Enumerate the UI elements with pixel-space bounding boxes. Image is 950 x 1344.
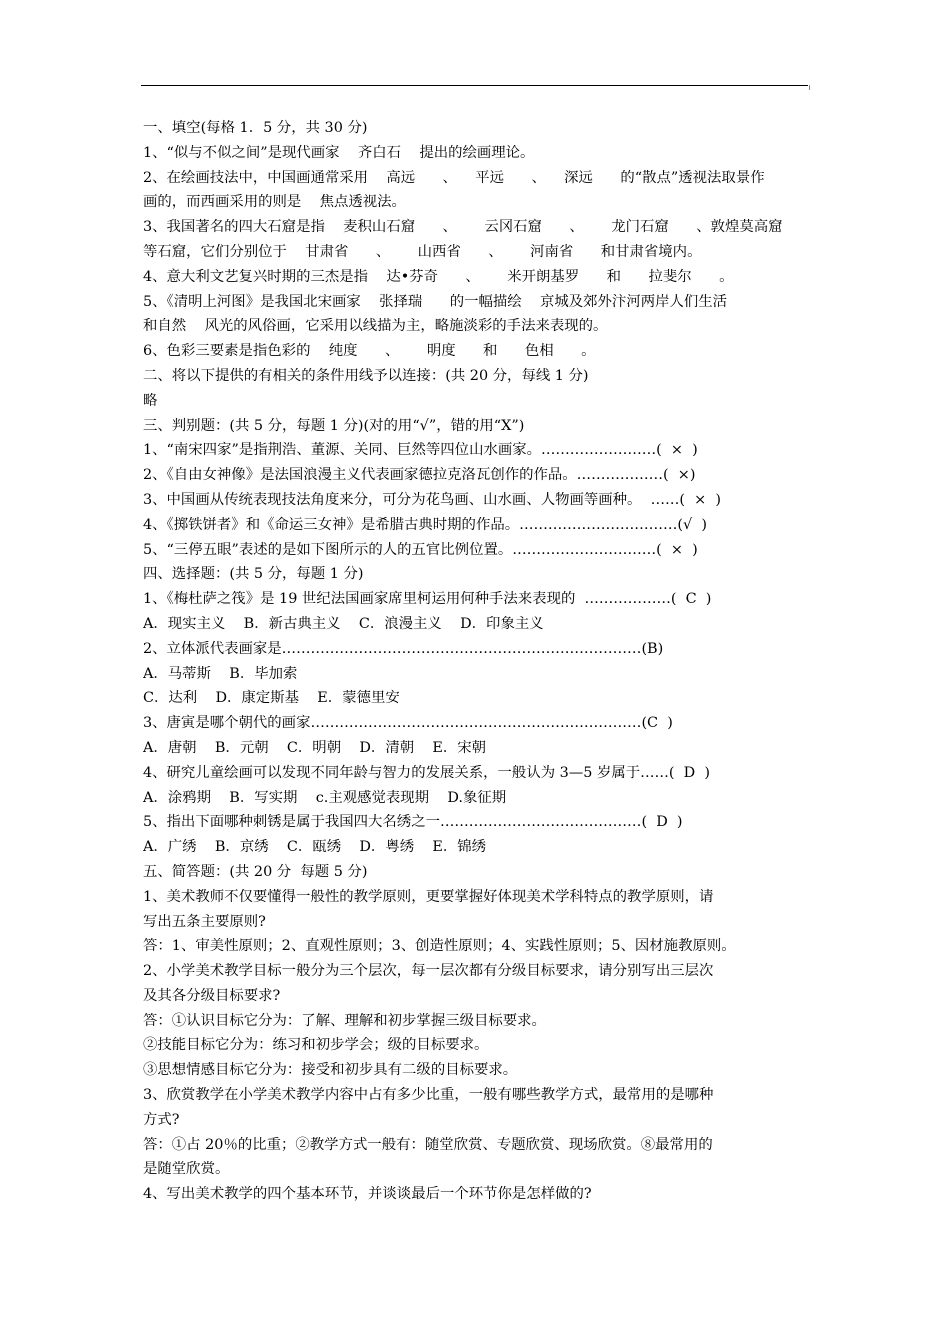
text-line: 5、“三停五眼”表述的是如下图所示的人的五官比例位置。…………………………( × ) [143,541,698,558]
text-line: 5、指出下面哪种刺锈是属于我国四大名绣之一……………………………………( D ) [143,814,683,831]
text-line: 答：1、审美性原则；2、直观性原则；3、创造性原则；4、实践性原则；5、因材施教原则。 [143,938,736,955]
text-line: ②技能目标它分为：练习和初步学会；级的目标要求。 [143,1037,489,1054]
text-line: 4、意大利文艺复兴时期的三杰是指 达•芬奇 、 米开朗基罗 和 拉斐尔 。 [143,268,734,285]
text-line: A．广绣 B．京绣 C．瓯绣 D．粤绣 E．锦绣 [143,839,487,856]
text-line: A．涂鸦期 B．写实期 c.主观感觉表现期 D.象征期 [143,789,507,806]
text-line: 4、写出美术教学的四个基本环节，并谈谈最后一个环节你是怎样做的? [143,1186,592,1203]
section-heading-short-answer: 五、简答题：(共 20 分 每题 5 分) [143,863,368,880]
text-line: 2、《自由女神像》是法国浪漫主义代表画家德拉克洛瓦创作的作品。………………( ×) [143,467,696,484]
text-line: 画的，而西画采用的则是 焦点透视法。 [143,194,406,211]
text-line: 5、《清明上河图》是我国北宋画家 张择瑞 的一幅描绘 京城及郊外汴河两岸人们生活 [143,293,728,310]
text-line: 3、我国著名的四大石窟是指 麦积山石窟 、 云冈石窟 、 龙门石窟 、敦煌莫高窟 [143,219,783,236]
text-line: 是随堂欣赏。 [143,1161,230,1178]
text-line: ③思想情感目标它分为：接受和初步具有二级的目标要求。 [143,1062,518,1079]
text-line: 4、研究儿童绘画可以发现不同年龄与智力的发展关系，一般认为 3—5 岁属于……( D ) [143,764,710,781]
text-line: 3、唐寅是哪个朝代的画家……………………………………………………………(C ) [143,715,673,732]
text-line: 等石窟，它们分别位于 甘肃省 、 山西省 、 河南省 和甘肃省境内。 [143,243,702,260]
header-rule [141,85,808,86]
text-line: 1、《梅杜萨之筏》是 19 世纪法国画家席里柯运用何种手法来表现的 ………………( C ) [143,591,712,608]
text-line: 6、色彩三要素是指色彩的 纯度 、 明度 和 色相 。 [143,343,596,360]
text-line: 1、美术教师不仅要懂得一般性的教学原则，更要掌握好体现美术学科特点的教学原则，请 [143,888,714,905]
text-line: A．唐朝 B．元朝 C．明朝 D．清朝 E．宋朝 [143,739,487,756]
text-line: 答：①占 20％的比重；②教学方式一般有：随堂欣赏、专题欣赏、现场欣赏。⑧最常用的 [143,1136,713,1153]
section-heading-true-false: 三、判别题：(共 5 分，每题 1 分)(对的用“√”，错的用“X”) [143,417,525,434]
section-heading-matching: 二、将以下提供的有相关的条件用线予以连接：(共 20 分，每线 1 分) [143,367,589,384]
text-line: 2、在绘画技法中，中国画通常采用 高远 、 平远 、 深远 的“散点”透视法取景作 [143,169,765,186]
text-line: 2、小学美术教学目标一般分为三个层次，每一层次都有分级目标要求，请分别写出三层次 [143,963,714,980]
text-line: 和自然 风光的风俗画，它采用以线描为主，略施淡彩的手法来表现的。 [143,318,608,335]
text-line: 4、《掷铁饼者》和《命运三女神》是希腊古典时期的作品。……………………………(√ ) [143,516,707,533]
text-line: 答：①认识目标它分为：了解、理解和初步掌握三级目标要求。 [143,1012,546,1029]
text-line: A．现实主义 B．新古典主义 C．浪漫主义 D．印象主义 [143,615,544,632]
text-line: 3、欣赏教学在小学美术教学内容中占有多少比重，一般有哪些教学方式，最常用的是哪种 [143,1087,714,1104]
section-heading-multiple-choice: 四、选择题：(共 5 分，每题 1 分) [143,566,364,583]
text-line: C．达利 D．康定斯基 E．蒙德里安 [143,690,400,707]
text-line: 3、中国画从传统表现技法角度来分，可分为花鸟画、山水画、人物画等画种。 ……( × ) [143,491,721,508]
text-line: A．马蒂斯 B．毕加索 [143,665,298,682]
text-line: 1、“南宋四家”是指荆浩、董源、关同、巨然等四位山水画家。……………………( × ) [143,442,698,459]
text-line: 略 [143,392,158,409]
text-line: 及其各分级目标要求? [143,987,281,1004]
text-line: 1、“似与不似之间”是现代画家 齐白石 提出的绘画理论。 [143,144,535,161]
section-heading-fill-blank: 一、填空(每格 1．5 分，共 30 分) [143,120,368,136]
text-line: 2、立体派代表画家是…………………………………………………………………(B) [143,640,664,657]
text-line: 写出五条主要原则? [143,913,266,930]
text-line: 方式? [143,1111,180,1128]
exam-answer-text [143,116,813,1207]
header-rule-tick [809,85,810,90]
